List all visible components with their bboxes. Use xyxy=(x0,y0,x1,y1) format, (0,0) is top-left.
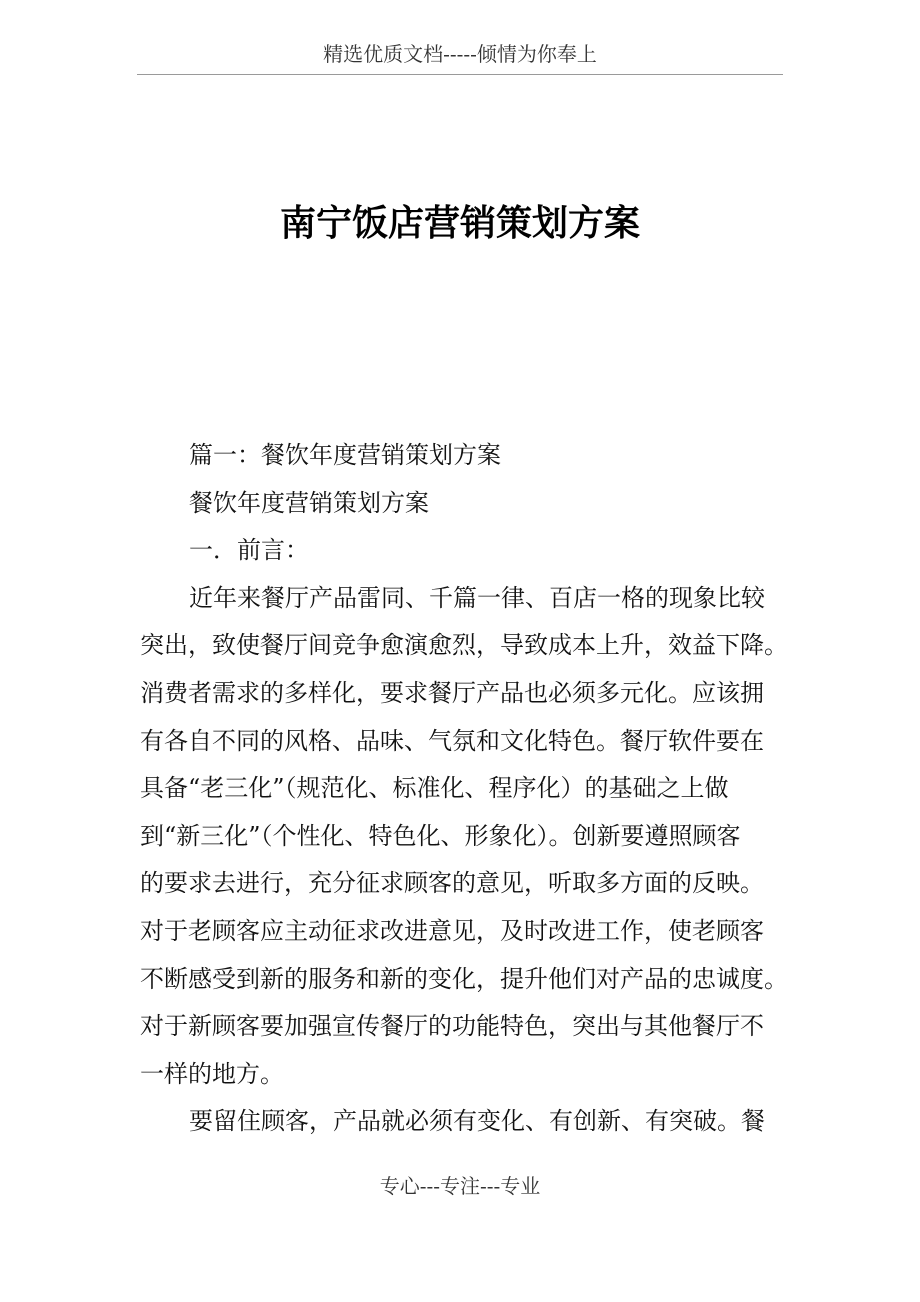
paragraph-line: 有各自不同的风格、品味、气氛和文化特色。餐厅软件要在 xyxy=(140,726,764,755)
paragraph-line: 对于新顾客要加强宣传餐厅的功能特色，突出与其他餐厅不 xyxy=(140,1012,764,1041)
header-divider xyxy=(137,74,783,75)
page-header: 精选优质文档-----倾情为你奉上 xyxy=(323,42,597,66)
paragraph-line: 到“新三化”（个性化、特色化、形象化）。创新要遵照顾客 xyxy=(140,821,741,850)
paragraph-line: 一样的地方。 xyxy=(140,1059,284,1088)
document-title: 南宁饭店营销策划方案 xyxy=(279,203,640,244)
preface-heading: 一．前言： xyxy=(189,536,309,565)
paragraph-line: 的要求去进行，充分征求顾客的意见，听取多方面的反映。 xyxy=(140,869,764,898)
paragraph-line: 不断感受到新的服务和新的变化，提升他们对产品的忠诚度。 xyxy=(140,964,788,993)
paragraph-line: 具备“老三化”（规范化、标准化、程序化）的基础之上做 xyxy=(140,774,729,803)
paragraph-line: 对于老顾客应主动征求改进意见，及时改进工作，使老顾客 xyxy=(140,916,764,945)
section-heading: 篇一：餐饮年度营销策划方案 xyxy=(189,441,501,469)
paragraph-line: 突出，致使餐厅间竞争愈演愈烈，导致成本上升，效益下降。 xyxy=(140,631,788,660)
page-footer: 专心---专注---专业 xyxy=(379,1174,541,1198)
paragraph-line: 近年来餐厅产品雷同、千篇一律、百店一格的现象比较 xyxy=(189,583,765,612)
document-body xyxy=(140,432,800,1146)
subsection-heading: 餐饮年度营销策划方案 xyxy=(189,488,429,517)
paragraph-line: 消费者需求的多样化，要求餐厅产品也必须多元化。应该拥 xyxy=(140,678,764,707)
paragraph-line: 要留住顾客，产品就必须有变化、有创新、有突破。餐 xyxy=(189,1107,765,1136)
